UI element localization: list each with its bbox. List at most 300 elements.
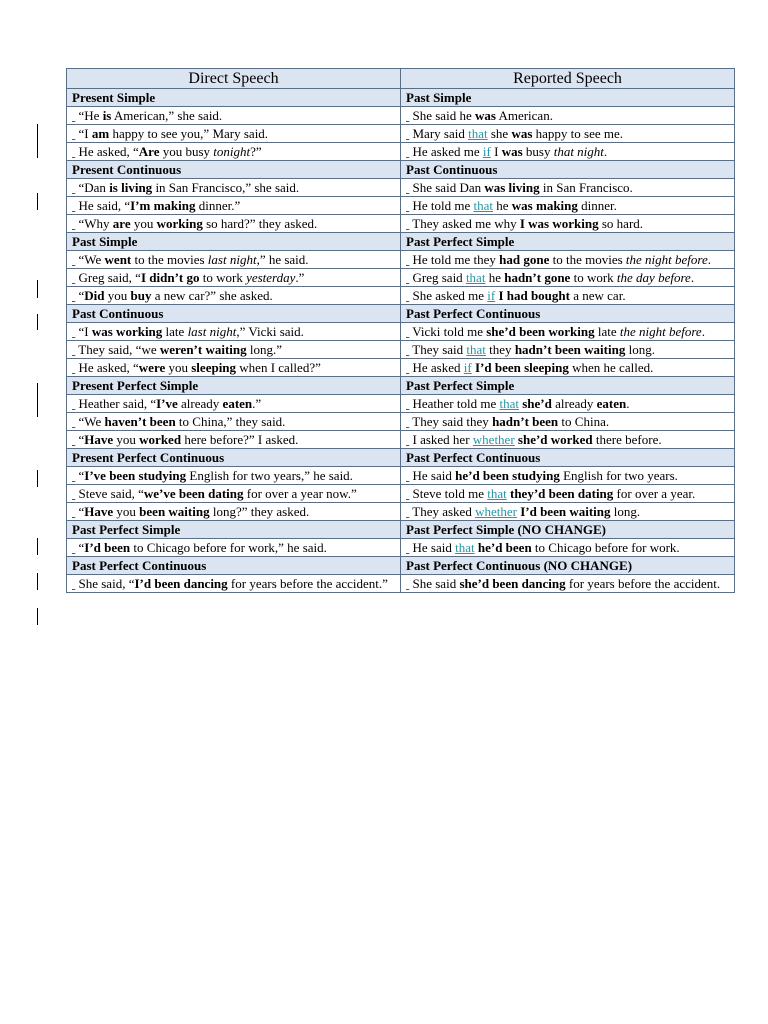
reported-example xyxy=(401,215,735,233)
text-run: been waiting xyxy=(139,504,210,519)
text-run: he xyxy=(485,270,505,285)
text-run: She said he xyxy=(412,108,475,123)
text-run: late xyxy=(594,324,620,339)
list-bullet-marker xyxy=(406,342,409,357)
text-run: was xyxy=(501,144,523,159)
text-run: that xyxy=(473,198,494,213)
change-bar xyxy=(37,538,38,555)
text-run: hadn’t gone xyxy=(504,270,571,285)
text-run: He asked xyxy=(412,360,464,375)
direct-example xyxy=(67,323,401,341)
text-run: the night before xyxy=(619,324,702,339)
reported-example xyxy=(401,467,735,485)
text-run: a new car. xyxy=(569,288,626,303)
direct-example xyxy=(67,395,401,413)
text-run: tonight xyxy=(213,144,251,159)
text-run: you xyxy=(113,504,140,519)
text-run: to Chicago before for work. xyxy=(531,540,680,555)
direct-tense-label: Past Simple xyxy=(67,233,401,251)
text-run: hadn’t been xyxy=(492,414,559,429)
text-run: to Chicago before for work,” he said. xyxy=(130,540,327,555)
text-run: I’m making xyxy=(130,198,196,213)
text-run: yesterday xyxy=(246,270,296,285)
change-bar xyxy=(37,280,38,298)
direct-tense-label: Present Simple xyxy=(67,89,401,107)
table-row xyxy=(67,485,735,503)
text-run: to China. xyxy=(558,414,610,429)
list-bullet-marker xyxy=(406,252,409,267)
list-bullet-marker xyxy=(72,360,75,375)
list-bullet-marker xyxy=(406,198,409,213)
text-run: American. xyxy=(495,108,553,123)
text-run: . xyxy=(603,144,608,159)
list-bullet-marker xyxy=(72,576,75,591)
text-run: to work xyxy=(199,270,247,285)
text-run: she’d been dancing xyxy=(459,576,566,591)
tense-category-row xyxy=(67,89,735,107)
list-bullet-marker xyxy=(72,126,75,141)
list-bullet-marker xyxy=(406,540,409,555)
text-run: He asked, “ xyxy=(78,144,139,159)
list-bullet-marker xyxy=(406,270,409,285)
text-run: “I xyxy=(78,126,92,141)
text-run: for years before the accident. xyxy=(565,576,721,591)
text-run: She said Dan xyxy=(412,180,485,195)
change-bar xyxy=(37,124,38,158)
list-bullet-marker xyxy=(72,540,75,555)
text-run: “ xyxy=(78,540,85,555)
list-bullet-marker xyxy=(72,414,75,429)
text-run: was xyxy=(474,108,496,123)
text-run: ,” he said. xyxy=(256,252,309,267)
text-run: I didn’t go xyxy=(140,270,200,285)
direct-example xyxy=(67,341,401,359)
text-run: She said xyxy=(412,576,460,591)
text-run: Steve said, “ xyxy=(78,486,144,501)
direct-example xyxy=(67,197,401,215)
text-run: happy to see me. xyxy=(532,126,624,141)
text-run: a new car?” she asked. xyxy=(151,288,273,303)
text-run: He said, “ xyxy=(78,198,131,213)
text-run: I asked her xyxy=(412,432,473,447)
direct-example xyxy=(67,413,401,431)
text-run: last night xyxy=(187,324,237,339)
text-run: am xyxy=(91,126,110,141)
text-run: are xyxy=(112,216,131,231)
reported-example xyxy=(401,575,735,593)
direct-tense-label: Past Perfect Simple xyxy=(67,521,401,539)
text-run: was living xyxy=(484,180,540,195)
text-run: she’d worked xyxy=(517,432,593,447)
text-run: to the movies xyxy=(131,252,208,267)
text-run: that xyxy=(468,126,488,141)
text-run: is living xyxy=(109,180,153,195)
text-run: haven’t been xyxy=(104,414,176,429)
text-run: for years before the accident.” xyxy=(227,576,388,591)
text-run: Greg said xyxy=(412,270,466,285)
text-run: Heather said, “ xyxy=(78,396,157,411)
table-row xyxy=(67,269,735,287)
text-run: late xyxy=(162,324,188,339)
list-bullet-marker xyxy=(72,504,75,519)
text-run: there before. xyxy=(592,432,662,447)
text-run: I had bought xyxy=(498,288,570,303)
list-bullet-marker xyxy=(406,288,409,303)
table-row xyxy=(67,215,735,233)
list-bullet-marker xyxy=(406,324,409,339)
text-run: He said xyxy=(412,468,456,483)
reported-tense-label: Past Perfect Simple xyxy=(401,233,735,251)
text-run: was working xyxy=(91,324,163,339)
text-run: they’d been dating xyxy=(510,486,614,501)
text-run: already xyxy=(177,396,223,411)
table-row xyxy=(67,503,735,521)
list-bullet-marker xyxy=(72,468,75,483)
text-run: you xyxy=(104,288,131,303)
text-run: in San Francisco. xyxy=(539,180,633,195)
text-run: . xyxy=(707,252,712,267)
text-run: “He xyxy=(78,108,103,123)
text-run: we’ve been dating xyxy=(143,486,244,501)
text-run: I’ve xyxy=(156,396,178,411)
tense-category-row xyxy=(67,305,735,323)
text-run: whether xyxy=(472,432,515,447)
text-run: to China,” they said. xyxy=(175,414,286,429)
text-run: They said, “we xyxy=(78,342,160,357)
direct-tense-label: Present Perfect Simple xyxy=(67,377,401,395)
text-run: that xyxy=(455,540,475,555)
text-run: when I called?” xyxy=(236,360,321,375)
reported-example xyxy=(401,197,735,215)
direct-example xyxy=(67,467,401,485)
list-bullet-marker xyxy=(72,180,75,195)
list-bullet-marker xyxy=(72,396,75,411)
text-run: ,” Vicki said. xyxy=(236,324,304,339)
text-run: He asked me xyxy=(412,144,483,159)
text-run: Have xyxy=(84,432,114,447)
direct-example xyxy=(67,125,401,143)
text-run: Heather told me xyxy=(412,396,500,411)
reported-tense-label: Past Perfect Continuous (NO CHANGE) xyxy=(401,557,735,575)
text-run: She asked me xyxy=(412,288,488,303)
reported-example xyxy=(401,107,735,125)
list-bullet-marker xyxy=(406,126,409,141)
table-row xyxy=(67,575,735,593)
text-run: “Why xyxy=(78,216,113,231)
direct-tense-label: Past Continuous xyxy=(67,305,401,323)
tense-category-row xyxy=(67,377,735,395)
text-run: They asked xyxy=(412,504,476,519)
direct-example xyxy=(67,503,401,521)
table-row xyxy=(67,197,735,215)
text-run: last night xyxy=(207,252,257,267)
text-run: he xyxy=(493,198,512,213)
text-run: “I xyxy=(78,324,92,339)
text-run: if xyxy=(487,288,496,303)
text-run: that xyxy=(466,342,486,357)
reported-example xyxy=(401,485,735,503)
change-bar xyxy=(37,470,38,487)
direct-tense-label: Present Perfect Continuous xyxy=(67,449,401,467)
change-bar xyxy=(37,383,38,417)
list-bullet-marker xyxy=(406,468,409,483)
text-run: He said xyxy=(412,540,456,555)
text-run: dinner.” xyxy=(195,198,241,213)
list-bullet-marker xyxy=(406,432,409,447)
reported-example xyxy=(401,251,735,269)
text-run: eaten xyxy=(596,396,627,411)
reported-tense-label: Past Perfect Continuous xyxy=(401,305,735,323)
list-bullet-marker xyxy=(72,486,75,501)
text-run: went xyxy=(104,252,132,267)
text-run: that xyxy=(499,396,519,411)
list-bullet-marker xyxy=(406,360,409,375)
list-bullet-marker xyxy=(406,108,409,123)
change-bar xyxy=(37,314,38,330)
table-row xyxy=(67,341,735,359)
text-run: .” xyxy=(252,396,262,411)
reported-example xyxy=(401,503,735,521)
list-bullet-marker xyxy=(406,216,409,231)
reported-example xyxy=(401,269,735,287)
tense-category-row xyxy=(67,557,735,575)
reported-speech-table xyxy=(66,68,735,593)
text-run: “ xyxy=(78,288,85,303)
text-run: whether xyxy=(475,504,517,519)
text-run: she xyxy=(487,126,512,141)
text-run: English for two years,” he said. xyxy=(186,468,353,483)
text-run: Mary said xyxy=(412,126,469,141)
text-run: if xyxy=(463,360,472,375)
text-run: They said they xyxy=(412,414,493,429)
text-run: had gone xyxy=(499,252,550,267)
reported-tense-label: Past Continuous xyxy=(401,161,735,179)
text-run: happy to see you,” Mary said. xyxy=(109,126,269,141)
text-run: long. xyxy=(610,504,641,519)
direct-example xyxy=(67,485,401,503)
text-run: she’d xyxy=(522,396,552,411)
text-run: I’d been sleeping xyxy=(474,360,569,375)
text-run: already xyxy=(551,396,597,411)
text-run: He asked, “ xyxy=(78,360,139,375)
text-run: ?” xyxy=(250,144,262,159)
text-run: Greg said, “ xyxy=(78,270,141,285)
reported-example xyxy=(401,143,735,161)
text-run: hadn’t been waiting xyxy=(514,342,626,357)
direct-example xyxy=(67,431,401,449)
text-run: Did xyxy=(84,288,105,303)
text-run: that night xyxy=(553,144,604,159)
direct-example xyxy=(67,575,401,593)
change-bar xyxy=(37,193,38,210)
reported-example xyxy=(401,539,735,557)
reported-example xyxy=(401,359,735,377)
list-bullet-marker xyxy=(406,180,409,195)
list-bullet-marker xyxy=(72,432,75,447)
reported-tense-label: Past Perfect Continuous xyxy=(401,449,735,467)
reported-example xyxy=(401,431,735,449)
text-run: I’d been dancing xyxy=(134,576,228,591)
table-row xyxy=(67,539,735,557)
text-run: that xyxy=(465,270,486,285)
list-bullet-marker xyxy=(72,198,75,213)
text-run: working xyxy=(156,216,203,231)
list-bullet-marker xyxy=(406,486,409,501)
text-run: He told me they xyxy=(412,252,500,267)
list-bullet-marker xyxy=(72,324,75,339)
text-run: Steve told me xyxy=(412,486,488,501)
tense-category-row xyxy=(67,521,735,539)
table-body xyxy=(67,89,735,593)
reported-example xyxy=(401,341,735,359)
list-bullet-marker xyxy=(72,108,75,123)
text-run: he’d been xyxy=(477,540,532,555)
table-row xyxy=(67,287,735,305)
text-run: .” xyxy=(295,270,305,285)
direct-example xyxy=(67,143,401,161)
tense-category-row xyxy=(67,233,735,251)
text-run: for over a year. xyxy=(613,486,696,501)
text-run: buy xyxy=(130,288,152,303)
list-bullet-marker xyxy=(72,144,75,159)
text-run: is xyxy=(102,108,112,123)
direct-example xyxy=(67,539,401,557)
text-run: in San Francisco,” she said. xyxy=(152,180,300,195)
text-run: busy xyxy=(522,144,554,159)
table-row xyxy=(67,125,735,143)
text-run: “Dan xyxy=(78,180,110,195)
text-run: dinner. xyxy=(577,198,617,213)
text-run: “ xyxy=(78,504,85,519)
text-run: They said xyxy=(412,342,467,357)
text-run: so hard. xyxy=(598,216,644,231)
direct-example xyxy=(67,179,401,197)
text-run: “We xyxy=(78,414,105,429)
text-run: I’d been waiting xyxy=(520,504,611,519)
text-run: Are xyxy=(138,144,160,159)
text-run: Vicki told me xyxy=(412,324,487,339)
text-run: to work xyxy=(570,270,617,285)
text-run: English for two years. xyxy=(559,468,678,483)
reported-example xyxy=(401,413,735,431)
text-run: worked xyxy=(139,432,182,447)
text-run: when he called. xyxy=(568,360,654,375)
direct-tense-label: Past Perfect Continuous xyxy=(67,557,401,575)
reported-example xyxy=(401,125,735,143)
list-bullet-marker xyxy=(72,216,75,231)
reported-tense-label: Past Perfect Simple (NO CHANGE) xyxy=(401,521,735,539)
text-run: Have xyxy=(84,504,114,519)
reported-speech-header: Reported Speech xyxy=(401,69,735,89)
text-run: was xyxy=(511,126,533,141)
text-run: I’d been xyxy=(84,540,131,555)
list-bullet-marker xyxy=(406,414,409,429)
text-run: she’d been working xyxy=(486,324,595,339)
tense-category-row xyxy=(67,449,735,467)
list-bullet-marker xyxy=(406,396,409,411)
text-run: She said, “ xyxy=(78,576,135,591)
text-run: long?” they asked. xyxy=(209,504,310,519)
text-run: “ xyxy=(78,432,85,447)
reported-example xyxy=(401,323,735,341)
text-run: long. xyxy=(625,342,655,357)
text-run: eaten xyxy=(222,396,253,411)
table-row xyxy=(67,395,735,413)
text-run: that xyxy=(487,486,507,501)
text-run: you xyxy=(130,216,157,231)
direct-example xyxy=(67,107,401,125)
list-bullet-marker xyxy=(406,144,409,159)
text-run: long.” xyxy=(246,342,283,357)
text-run: . xyxy=(690,270,695,285)
text-run: He told me xyxy=(412,198,474,213)
text-run: American,” she said. xyxy=(111,108,223,123)
text-run: “We xyxy=(78,252,105,267)
list-bullet-marker xyxy=(72,270,75,285)
table-row xyxy=(67,413,735,431)
direct-example xyxy=(67,215,401,233)
text-run: you xyxy=(165,360,192,375)
text-run: They asked me why xyxy=(412,216,520,231)
list-bullet-marker xyxy=(72,342,75,357)
text-run: I xyxy=(490,144,502,159)
reported-example xyxy=(401,395,735,413)
change-bar xyxy=(37,608,38,625)
reported-example xyxy=(401,179,735,197)
text-run: the night before xyxy=(625,252,708,267)
text-run: was making xyxy=(511,198,578,213)
direct-example xyxy=(67,251,401,269)
text-run: they xyxy=(485,342,515,357)
text-run: . xyxy=(701,324,705,339)
reported-tense-label: Past Perfect Simple xyxy=(401,377,735,395)
text-run: the day before xyxy=(616,270,691,285)
direct-example xyxy=(67,287,401,305)
text-run: you busy xyxy=(159,144,214,159)
table-row xyxy=(67,143,735,161)
change-bar xyxy=(37,573,38,590)
text-run: you xyxy=(113,432,140,447)
text-run: sleeping xyxy=(191,360,237,375)
table-row xyxy=(67,431,735,449)
text-run: I’ve been studying xyxy=(84,468,187,483)
text-run: for over a year now.” xyxy=(243,486,357,501)
direct-tense-label: Present Continuous xyxy=(67,161,401,179)
text-run: I was working xyxy=(519,216,599,231)
direct-example xyxy=(67,359,401,377)
reported-example xyxy=(401,287,735,305)
tense-category-row xyxy=(67,161,735,179)
table-row xyxy=(67,251,735,269)
table-row xyxy=(67,467,735,485)
text-run: . xyxy=(626,396,630,411)
text-run: if xyxy=(482,144,491,159)
reported-tense-label: Past Simple xyxy=(401,89,735,107)
text-run: “ xyxy=(78,468,85,483)
list-bullet-marker xyxy=(406,576,409,591)
direct-example xyxy=(67,269,401,287)
list-bullet-marker xyxy=(72,252,75,267)
table-row xyxy=(67,179,735,197)
table-row xyxy=(67,107,735,125)
table-header-row xyxy=(67,69,735,89)
text-run: to the movies xyxy=(549,252,626,267)
text-run: weren’t waiting xyxy=(159,342,247,357)
table-row xyxy=(67,359,735,377)
text-run: so hard?” they asked. xyxy=(202,216,318,231)
list-bullet-marker xyxy=(72,288,75,303)
direct-speech-header: Direct Speech xyxy=(67,69,401,89)
